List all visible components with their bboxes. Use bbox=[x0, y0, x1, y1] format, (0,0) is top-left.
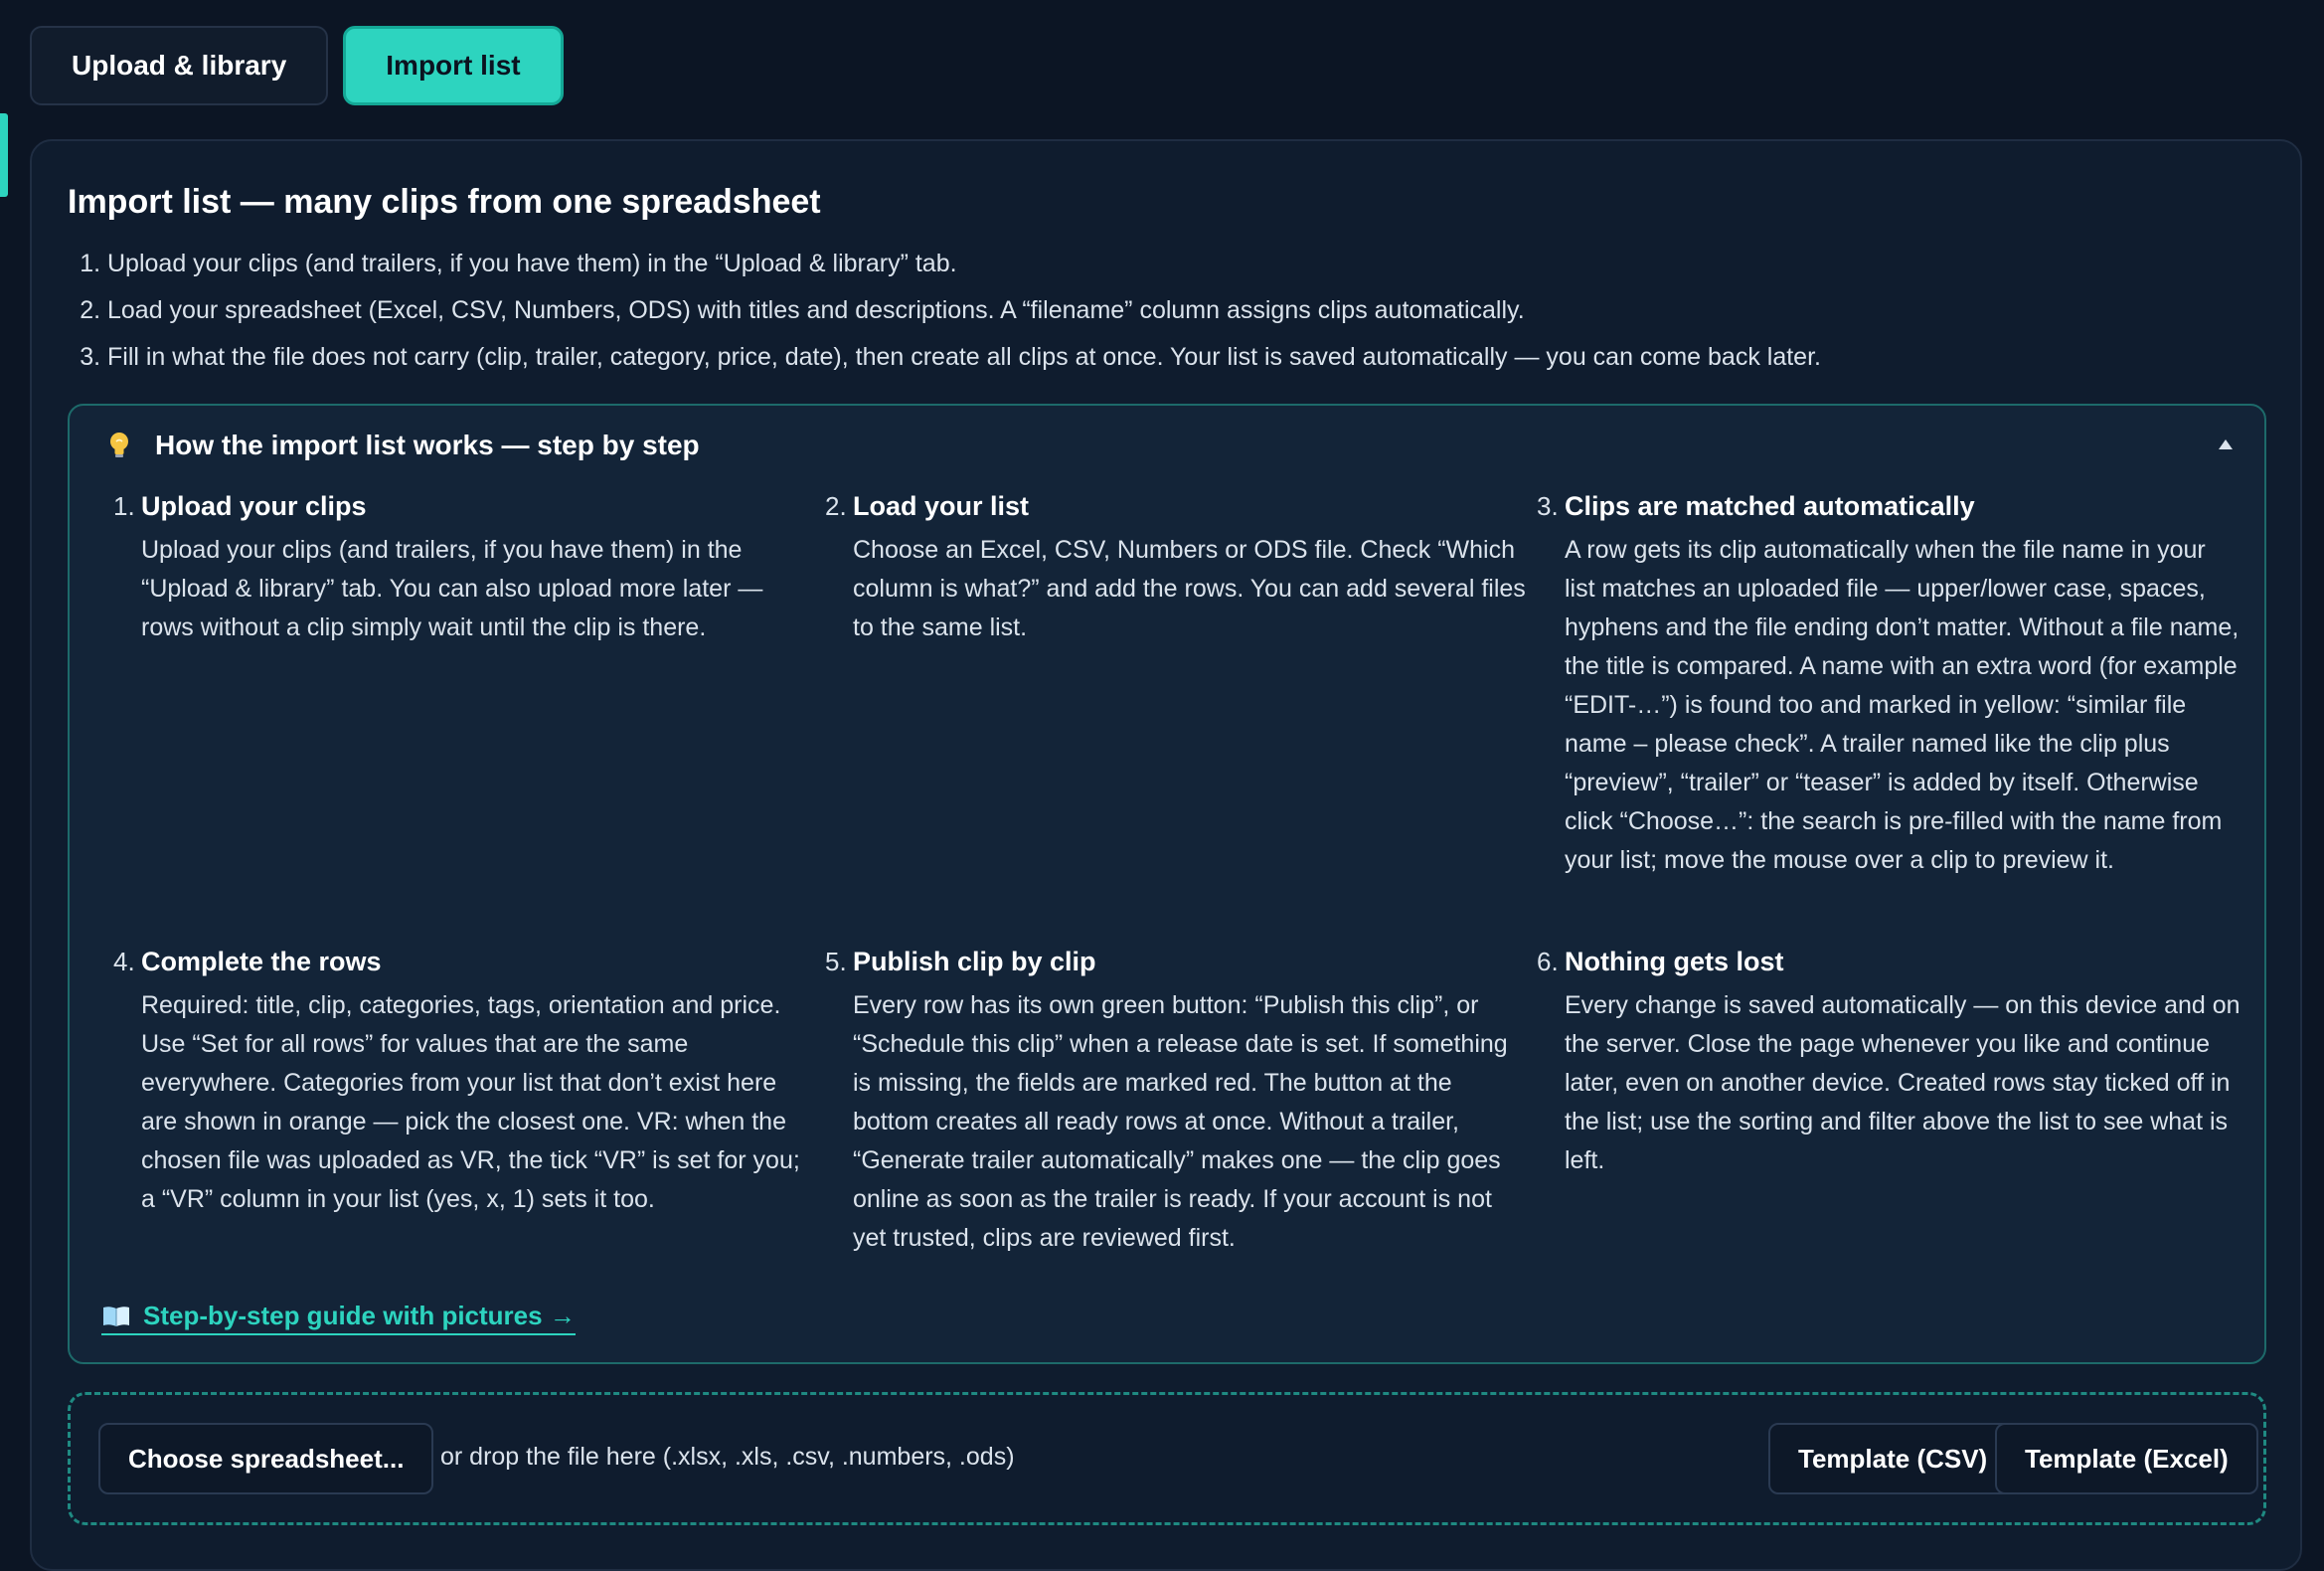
step-body: Every change is saved automatically — on this device and on the server. Close the page whenever you like and continue later, even on another device. Created rows stay ticked off in the list; use the sorting and filter above the list to see what is left. bbox=[1565, 991, 2241, 1174]
side-accent-bar bbox=[0, 113, 8, 197]
step-number: 5. bbox=[825, 947, 847, 976]
book-icon bbox=[101, 1305, 131, 1328]
page-title: Import list — many clips from one spreadsheet bbox=[68, 183, 821, 221]
step-card bbox=[113, 943, 817, 1219]
how-it-works-box bbox=[68, 404, 2266, 1364]
how-it-works-title: How the import list works — step by step bbox=[155, 430, 700, 460]
step-number: 1. bbox=[113, 491, 135, 521]
step-card bbox=[1537, 487, 2241, 880]
step-title: Nothing gets lost bbox=[1565, 947, 1784, 976]
step-title: Upload your clips bbox=[141, 491, 367, 521]
tab-import-list[interactable]: Import list bbox=[343, 26, 563, 105]
step-card bbox=[825, 943, 1529, 1258]
step-title: Complete the rows bbox=[141, 947, 382, 976]
intro-step: 2. Load your spreadsheet (Excel, CSV, Numbers, ODS) with titles and descriptions. A “filename” column assigns clips automatically. bbox=[107, 287, 1821, 334]
intro-steps bbox=[68, 241, 1821, 381]
import-list-panel bbox=[30, 139, 2302, 1571]
step-number: 6. bbox=[1537, 947, 1559, 976]
step-card bbox=[113, 487, 817, 647]
tab-bar bbox=[30, 26, 564, 105]
step-card bbox=[825, 487, 1529, 647]
step-body: Choose an Excel, CSV, Numbers or ODS file. Check “Which column is what?” and add the rows. You can add several files to the same list. bbox=[853, 536, 1526, 641]
template-excel-button[interactable]: Template (Excel) bbox=[1995, 1423, 2258, 1494]
guide-link[interactable] bbox=[101, 1301, 576, 1335]
step-number: 3. bbox=[1537, 491, 1559, 521]
how-it-works-toggle[interactable] bbox=[103, 430, 700, 461]
file-drop-zone[interactable] bbox=[68, 1392, 2266, 1525]
step-title: Load your list bbox=[853, 491, 1030, 521]
step-body: Upload your clips (and trailers, if you have them) in the “Upload & library” tab. You can also upload more later — rows without a clip simply wait until the clip is there. bbox=[141, 536, 763, 641]
step-title: Publish clip by clip bbox=[853, 947, 1096, 976]
lightbulb-icon bbox=[103, 430, 135, 461]
template-csv-button[interactable]: Template (CSV) bbox=[1768, 1423, 2017, 1494]
step-number: 4. bbox=[113, 947, 135, 976]
tab-upload-library[interactable]: Upload & library bbox=[30, 26, 328, 105]
step-body: A row gets its clip automatically when the file name in your list matches an uploaded file — upper/lower case, spaces, hyphens and the file ending don’t matter. Without a file name, the title is compared. A name with an extra word (for example “EDIT-…”) is found too and marked in yellow: “similar file name – please check”. A trailer named like the clip plus “preview”, “trailer” or “teaser” is added by itself. Otherwise click “Choose…”: the search is pre-filled with the name from your list; move the mouse over a clip to preview it. bbox=[1565, 536, 2240, 874]
caret-up-icon[interactable] bbox=[2219, 439, 2233, 449]
intro-step: 3. Fill in what the file does not carry (clip, trailer, category, price, date), then create all clips at once. Your list is saved automatically — you can come back later. bbox=[107, 334, 1821, 381]
guide-link-label: Step-by-step guide with pictures → bbox=[143, 1301, 576, 1330]
step-card bbox=[1537, 943, 2241, 1180]
choose-spreadsheet-button[interactable]: Choose spreadsheet... bbox=[98, 1423, 433, 1494]
step-number: 2. bbox=[825, 491, 847, 521]
step-body: Required: title, clip, categories, tags, orientation and price. Use “Set for all rows” for values that are the same everywhere. Categories from your list that don’t exist here are shown in orange — pick the closest one. VR: when the chosen file was uploaded as VR, the tick “VR” is set for you; a “VR” column in your list (yes, x, 1) sets it too. bbox=[141, 991, 800, 1213]
step-body: Every row has its own green button: “Publish this clip”, or “Schedule this clip” when a release date is set. If something is missing, the fields are marked red. The button at the bottom creates all ready rows at once. Without a trailer, “Generate trailer automatically” makes one — the clip goes online as soon as the trailer is ready. If your account is not yet trusted, clips are reviewed first. bbox=[853, 991, 1508, 1252]
step-title: Clips are matched automatically bbox=[1565, 491, 1975, 521]
intro-step: 1. Upload your clips (and trailers, if you have them) in the “Upload & library” tab. bbox=[107, 241, 1821, 287]
drop-hint: or drop the file here (.xlsx, .xls, .csv, .numbers, .ods) bbox=[440, 1443, 1015, 1471]
